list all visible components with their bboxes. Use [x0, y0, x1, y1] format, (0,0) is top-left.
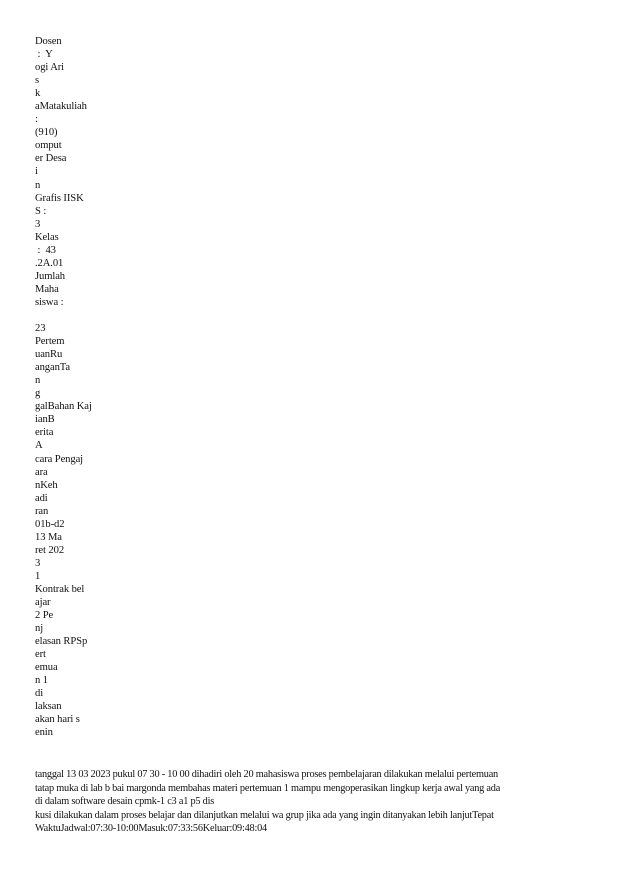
- text-fragment: n 1: [35, 675, 48, 687]
- text-fragment: 01b-d2: [35, 518, 65, 530]
- paragraph-line: kusi dilakukan dalam proses belajar dan dilanjutkan melalui wa grup jika ada yang ingin ditanyakan lebih lanjutTepat: [35, 809, 494, 821]
- text-fragment: anganTa: [35, 362, 71, 374]
- text-fragment: Kelas: [35, 231, 59, 243]
- text-fragment: nKeh: [35, 479, 58, 491]
- text-fragment: Grafis IISK: [35, 192, 84, 204]
- text-fragment: laksan: [35, 701, 62, 713]
- text-fragment: ara: [35, 466, 48, 478]
- text-fragment: aMatakuliah: [35, 101, 87, 113]
- text-fragment: S :: [35, 205, 47, 217]
- text-fragment: k: [35, 88, 41, 100]
- text-fragment: cara Pengaj: [35, 453, 84, 465]
- text-fragment: g: [35, 388, 41, 400]
- text-fragment: Maha: [35, 283, 59, 295]
- text-fragment: ogi Ari: [35, 62, 65, 74]
- text-fragment: ran: [35, 505, 49, 517]
- text-fragment: enin: [35, 727, 53, 739]
- text-fragment: n: [35, 179, 41, 191]
- text-fragment: er Desa: [35, 153, 67, 165]
- text-fragment: Jumlah: [35, 270, 66, 282]
- text-fragment: di: [35, 688, 44, 700]
- text-fragment: 3: [35, 218, 41, 230]
- text-fragment: elasan RPSp: [35, 636, 88, 648]
- text-fragment: : Y: [35, 49, 53, 61]
- paragraph-line: di dalam software desain cpmk-1 c3 a1 p5 dis: [35, 796, 215, 808]
- text-fragment: A: [35, 440, 43, 452]
- text-fragment: (910): [35, 127, 58, 139]
- paragraph-line: tatap muka di lab b bai margonda membahas materi pertemuan 1 mampu mengoperasikan lingkup kerja awal yang ada: [35, 782, 501, 794]
- text-fragment: adi: [35, 492, 48, 504]
- text-fragment: n: [35, 375, 41, 387]
- text-fragment: Dosen: [35, 36, 62, 47]
- text-fragment: emua: [35, 662, 58, 674]
- text-fragment: .2A.01: [35, 257, 64, 269]
- paragraph-line: tanggal 13 03 2023 pukul 07 30 - 10 00 dihadiri oleh 20 mahasiswa proses pembelajaran dilakukan melalui pertemuan: [35, 769, 498, 780]
- attendance-time-line: WaktuJadwal:07:30-10:00Masuk:07:33:56Keluar:09:48:04: [35, 823, 267, 835]
- text-fragment: ert: [35, 649, 46, 661]
- text-fragment: erita: [35, 427, 54, 439]
- text-fragment-blank: [35, 309, 235, 322]
- session-report-paragraph: [35, 768, 595, 836]
- text-fragment: omput: [35, 140, 62, 152]
- extracted-fragment-column: [35, 35, 235, 740]
- text-fragment: 2 Pe: [35, 610, 54, 622]
- text-fragment: 3: [35, 557, 41, 569]
- text-fragment: 1: [35, 570, 41, 582]
- text-fragment: ret 202: [35, 544, 65, 556]
- text-fragment: : 43: [35, 244, 56, 256]
- text-fragment: galBahan Kaj: [35, 401, 92, 413]
- text-fragment: akan hari s: [35, 714, 80, 726]
- text-fragment: uanRu: [35, 349, 63, 361]
- text-fragment: Kontrak bel: [35, 583, 85, 595]
- text-fragment: :: [35, 114, 38, 126]
- text-fragment: 23: [35, 323, 46, 335]
- text-fragment: 13 Ma: [35, 531, 62, 543]
- text-fragment: nj: [35, 623, 44, 635]
- text-fragment: ajar: [35, 597, 51, 609]
- text-fragment: s: [35, 75, 40, 87]
- text-fragment: siswa :: [35, 296, 64, 308]
- text-fragment: Pertem: [35, 336, 65, 348]
- text-fragment: ianB: [35, 414, 55, 426]
- text-fragment: i: [35, 166, 38, 178]
